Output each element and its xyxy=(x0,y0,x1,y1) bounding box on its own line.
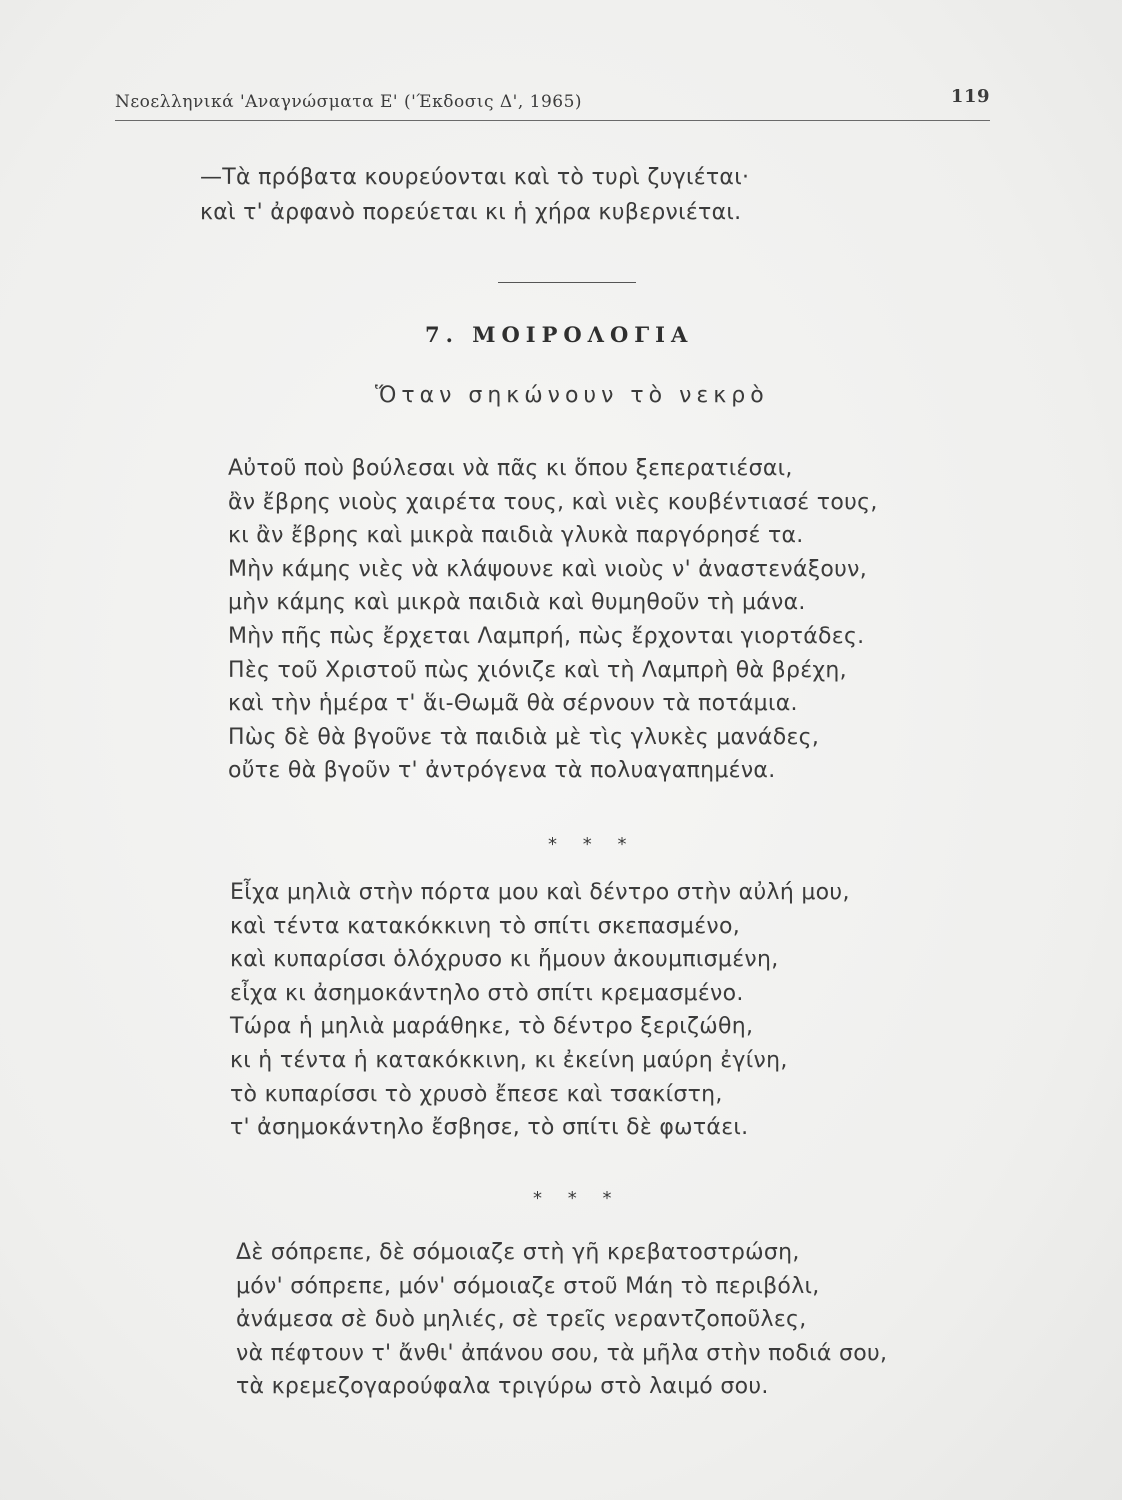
verse-line: ἂν ἔβρης νιοὺς χαιρέτα τους, καὶ νιὲς κουβέντιασέ τους, xyxy=(228,489,878,515)
verse-line: Πὼς δὲ θὰ βγοῦνε τὰ παιδιὰ μὲ τὶς γλυκὲς μανάδες, xyxy=(228,724,820,750)
stanza-3 xyxy=(236,1236,887,1404)
stanza-separator: * * * xyxy=(533,1188,622,1209)
verse-line: Εἶχα μηλιὰ στὴν πόρτα μου καὶ δέντρο στὴν αὐλή μου, xyxy=(230,880,850,905)
verse-line: τ' ἀσημοκάντηλο ἔσβησε, τὸ σπίτι δὲ φωτάει. xyxy=(230,1115,749,1141)
verse-line: Δὲ σόπρεπε, δὲ σόμοιαζε στὴ γῆ κρεβατοστρώση, xyxy=(236,1240,800,1265)
book-title: Νεοελληνικά 'Αναγνώσματα Ε' ('Έκδοσις Δ', 1965) xyxy=(115,92,583,112)
verse-line: καὶ τὴν ἡμέρα τ' ἅι-Θωμᾶ θὰ σέρνουν τὰ ποτάμια. xyxy=(228,691,798,717)
verse-line: καὶ κυπαρίσσι ὁλόχρυσο κι ἤμουν ἀκουμπισμένη, xyxy=(230,947,779,973)
verse-line: καὶ τέντα κατακόκκινη τὸ σπίτι σκεπασμένο, xyxy=(230,913,741,939)
opening-verse xyxy=(200,160,749,230)
verse-line: κι ἂν ἔβρης καὶ μικρὰ παιδιὰ γλυκὰ παργόρησέ τα. xyxy=(228,523,804,549)
verse-line: —Τὰ πρόβατα κουρεύονται καὶ τὸ τυρὶ ζυγιέται· xyxy=(200,165,750,190)
stanza-separator: * * * xyxy=(548,834,637,855)
header-rule xyxy=(115,120,990,121)
running-header xyxy=(115,86,995,116)
verse-line: κι ἡ τέντα ἡ κατακόκκινη, κι ἐκείνη μαύρη ἐγίνη, xyxy=(230,1047,788,1073)
section-divider xyxy=(498,282,636,283)
page-number: 119 xyxy=(950,86,990,107)
stanza-1 xyxy=(228,452,878,788)
verse-line: Πὲς τοῦ Χριστοῦ πὼς χιόνιζε καὶ τὴ Λαμπρὴ θὰ βρέχη, xyxy=(228,657,847,683)
verse-line: μόν' σόπρεπε, μόν' σόμοιαζε στοῦ Μάη τὸ περιβόλι, xyxy=(236,1273,820,1299)
verse-line: μὴν κάμης καὶ μικρὰ παιδιὰ καὶ θυμηθοῦν τὴ μάνα. xyxy=(228,590,806,616)
verse-line: Αὐτοῦ ποὺ βούλεσαι νὰ πᾶς κι ὅπου ξεπερατιέσαι, xyxy=(228,456,793,481)
verse-line: ἀνάμεσα σὲ δυὸ μηλιές, σὲ τρεῖς νεραντζοποῦλες, xyxy=(236,1307,807,1333)
verse-line: οὔτε θὰ βγοῦν τ' ἀντρόγενα τὰ πολυαγαπημένα. xyxy=(228,758,776,784)
verse-line: τὸ κυπαρίσσι τὸ χρυσὸ ἔπεσε καὶ τσακίστη, xyxy=(230,1081,723,1107)
section-subtitle: Ὅταν σηκώνουν τὸ νεκρὸ xyxy=(375,383,769,408)
verse-line: Μὴν κάμης νιὲς νὰ κλάψουνε καὶ νιοὺς ν' ἀναστενάξουν, xyxy=(228,556,868,582)
stanza-2 xyxy=(230,876,850,1145)
verse-line: νὰ πέφτουν τ' ἄνθι' ἀπάνου σου, τὰ μῆλα στὴν ποδιά σου, xyxy=(236,1340,888,1366)
verse-line: Μὴν πῆς πὼς ἔρχεται Λαμπρή, πὼς ἔρχονται γιορτάδες. xyxy=(228,623,865,649)
verse-line: Τώρα ἡ μηλιὰ μαράθηκε, τὸ δέντρο ξεριζώθη, xyxy=(230,1014,754,1040)
verse-line: εἶχα κι ἀσημοκάντηλο στὸ σπίτι κρεμασμένο. xyxy=(230,980,744,1006)
verse-line: τὰ κρεμεζογαρούφαλα τριγύρω στὸ λαιμό σου. xyxy=(236,1374,769,1400)
verse-line: καὶ τ' ἀρφανὸ πορεύεται κι ἡ χήρα κυβερνιέται. xyxy=(200,200,742,225)
section-title: 7. ΜΟΙΡΟΛΟΓΙΑ xyxy=(425,322,694,347)
